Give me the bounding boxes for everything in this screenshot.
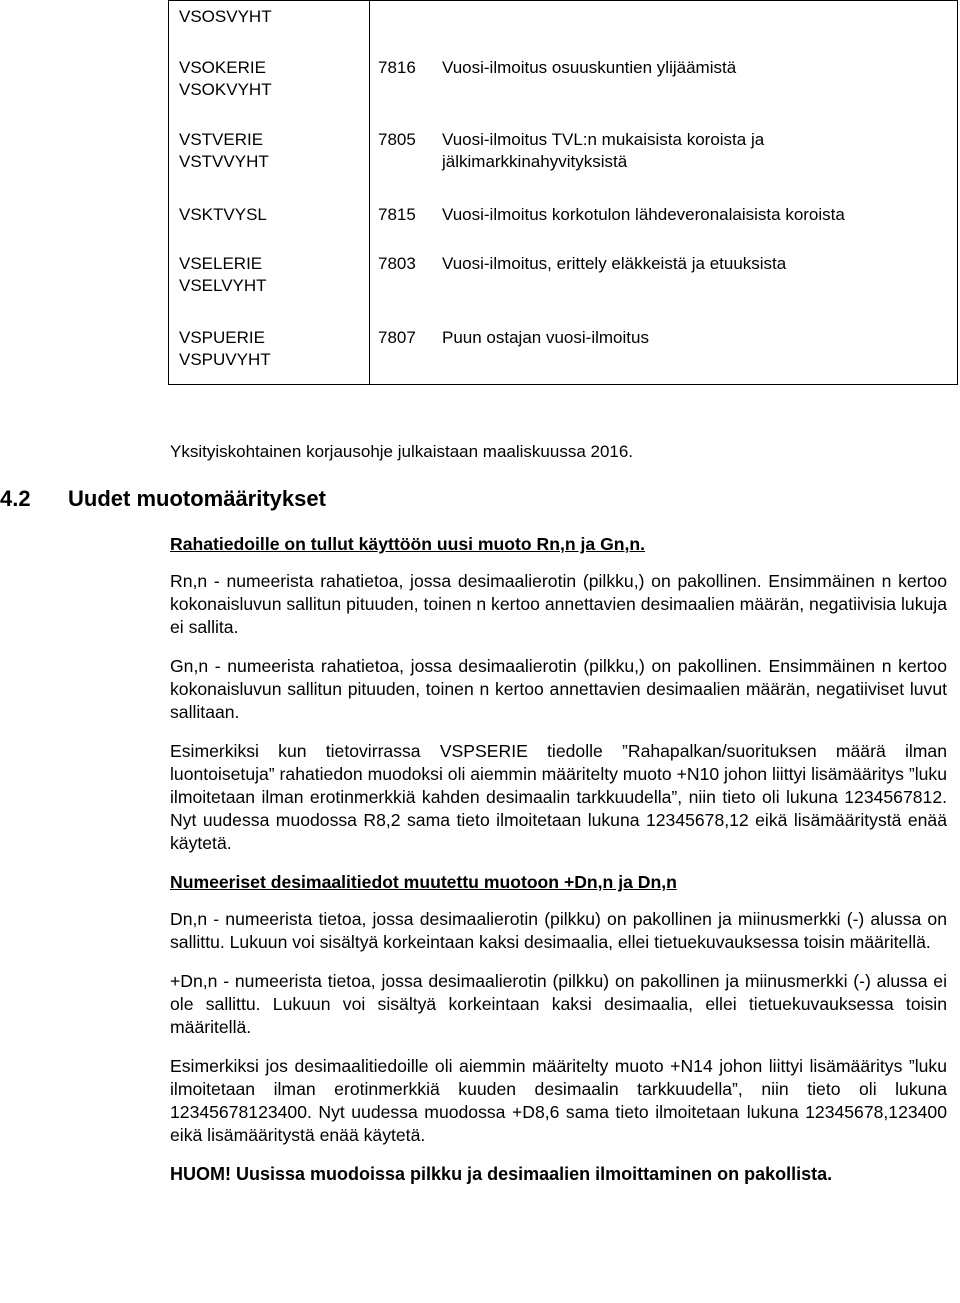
form-code: VSKTVYSL	[179, 204, 267, 224]
section-title: Uudet muotomääritykset	[68, 486, 326, 511]
record-number-cell	[370, 191, 433, 241]
record-number-cell	[370, 43, 433, 117]
form-code-cell	[169, 191, 370, 241]
record-description: Vuosi-ilmoitus TVL:n mukaisista koroista ja jälkimarkkinahyvityksistä	[442, 129, 765, 171]
description-cell	[432, 117, 958, 191]
form-code-table	[168, 0, 958, 385]
table-row	[169, 241, 958, 315]
form-code: VSOSVYHT	[179, 7, 272, 26]
paragraph-gn-format: Gn,n - numeerista rahatietoa, jossa desimaalierotin (pilkku,) on pakollinen. Ensimmäinen n kertoo kokonaisluvun sallitun pituuden, toinen n kertoo annettavien desimaalien määrän, negatiiviset luvut sallitaan.	[170, 656, 947, 722]
section-heading	[0, 486, 326, 512]
record-description: Puun ostajan vuosi-ilmoitus	[442, 327, 649, 347]
record-description: Vuosi-ilmoitus korkotulon lähdeveronalaisista koroista	[442, 204, 845, 224]
record-description: Vuosi-ilmoitus osuuskuntien ylijäämistä	[442, 57, 737, 77]
record-number: 7815	[378, 204, 416, 224]
table-row	[169, 191, 958, 241]
form-code: VSOKVYHT	[179, 79, 272, 99]
description-cell	[432, 43, 958, 117]
record-number-cell	[370, 241, 433, 315]
form-code-cell	[169, 1, 370, 43]
form-code: VSELERIE	[179, 253, 263, 273]
paragraph-decimal-example: Esimerkiksi jos desimaalitiedoille oli aiemmin määritelty muoto +N14 johon liittyi lisämääritys ”luku ilmoitetaan ilman erotinmerkkiä kuuden desimaalin tarkkuudella”, niin tieto oli lukuna 12345678123400. Nyt uudessa muodossa +D8,6 sama tieto ilmoitetaan lukuna 12345678,123400 eikä lisämääritystä enää käytetä.	[170, 1056, 947, 1145]
record-number: 7816	[378, 57, 416, 77]
form-code: VSPUERIE	[179, 327, 265, 347]
form-code: VSTVERIE	[179, 129, 264, 149]
table-row	[169, 117, 958, 191]
description-cell	[432, 1, 958, 43]
record-number-cell	[370, 315, 433, 385]
description-cell	[432, 191, 958, 241]
table-row	[169, 43, 958, 117]
record-number: 7807	[378, 327, 416, 347]
form-code-cell	[169, 117, 370, 191]
form-code: VSOKERIE	[179, 57, 266, 77]
record-number-cell	[370, 117, 433, 191]
description-cell	[432, 241, 958, 315]
form-code-cell	[169, 241, 370, 315]
correction-note: Yksityiskohtainen korjausohje julkaistaan maaliskuussa 2016.	[170, 442, 634, 461]
record-number-cell	[370, 1, 433, 43]
description-cell	[432, 315, 958, 385]
form-code-cell	[169, 315, 370, 385]
paragraph-rn-format: Rn,n - numeerista rahatietoa, jossa desimaalierotin (pilkku,) on pakollinen. Ensimmäinen n kertoo kokonaisluvun sallitun pituuden, toinen n kertoo annettavien desimaalien määrän, negatiivisia lukuja ei sallita.	[170, 571, 947, 637]
form-code: VSPUVYHT	[179, 349, 271, 369]
paragraph-money-example: Esimerkiksi kun tietovirrassa VSPSERIE tiedolle ”Rahapalkan/suorituksen määrä ilman luontoisetuja” rahatiedon muodoksi oli aiemmin määritelty muoto +N10 johon liittyi lisämääritys ”luku ilmoitetaan ilman erotinmerkkiä kahden desimaalin tarkkuudella”, niin tieto oli lukuna 1234567812. Nyt uudessa muodossa R8,2 sama tieto ilmoitetaan lukuna 12345678,12 eikä lisämääritystä enää käytetä.	[170, 741, 947, 853]
record-description: Vuosi-ilmoitus, erittely eläkkeistä ja etuuksista	[442, 253, 787, 273]
table-row	[169, 315, 958, 385]
form-code: VSELVYHT	[179, 275, 267, 295]
record-number: 7803	[378, 253, 416, 273]
table-row	[169, 1, 958, 43]
paragraph-plus-dn-format: +Dn,n - numeerista tietoa, jossa desimaalierotin (pilkku) on pakollinen ja miinusmerkki (-) alussa ei ole sallittu. Lukuun voi sisältyä korkeintaan kaksi desimaalia, ellei tietuekuvauksessa toisin määritellä.	[170, 971, 947, 1037]
record-number: 7805	[378, 129, 416, 149]
section-number: 4.2	[0, 486, 31, 511]
document-body	[170, 533, 947, 1202]
important-note: HUOM! Uusissa muodoissa pilkku ja desimaalien ilmoittaminen on pakollista.	[170, 1164, 833, 1184]
subheading-money-format: Rahatiedoille on tullut käyttöön uusi muoto Rn,n ja Gn,n.	[170, 534, 646, 554]
subheading-decimal-format: Numeeriset desimaalitiedot muutettu muotoon +Dn,n ja Dn,n	[170, 872, 677, 892]
paragraph-dn-format: Dn,n - numeerista tietoa, jossa desimaalierotin (pilkku) on pakollinen ja miinusmerkki (-) alussa on sallittu. Lukuun voi sisältyä korkeintaan kaksi desimaalia, ellei tietuekuvauksessa toisin määritellä.	[170, 909, 947, 952]
form-code-cell	[169, 43, 370, 117]
form-code: VSTVVYHT	[179, 151, 269, 171]
